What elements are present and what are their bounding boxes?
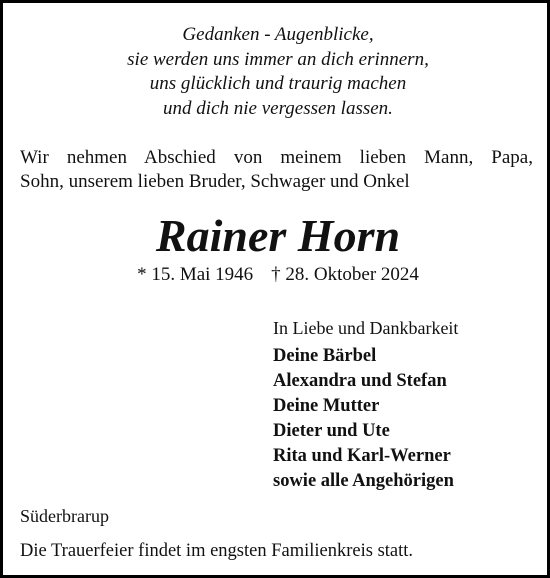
farewell-line-1: Wir nehmen Abschied von meinem lieben Mann, Papa, — [20, 147, 533, 168]
poem-line: und dich nie vergessen lassen. — [163, 97, 393, 119]
birth-date: * 15. Mai 1946 — [137, 264, 254, 285]
mourner-name: Alexandra und Stefan — [273, 371, 447, 391]
mourner-name: Deine Mutter — [273, 396, 380, 416]
closing-phrase: In Liebe und Dankbarkeit — [273, 318, 459, 338]
mourner-list — [273, 344, 454, 494]
mourner-name: Dieter und Ute — [273, 421, 390, 441]
memorial-poem — [3, 23, 550, 121]
deceased-name: Rainer Horn — [155, 210, 401, 261]
death-date: † 28. Oktober 2024 — [271, 264, 419, 285]
mourner-name: Rita und Karl-Werner — [273, 446, 451, 466]
poem-line: uns glücklich und traurig machen — [149, 73, 407, 94]
mourner-name: sowie alle Angehörigen — [273, 471, 454, 491]
farewell-text — [20, 146, 533, 194]
poem-line: Gedanken - Augenblicke, — [182, 24, 374, 45]
funeral-note: Die Trauerfeier findet im engsten Familienkreis statt. — [20, 541, 414, 561]
poem-line: sie werden uns immer an dich erinnern, — [127, 48, 429, 70]
place-name: Süderbrarup — [20, 506, 109, 526]
mourner-name: Deine Bärbel — [273, 346, 377, 366]
farewell-line-2: Sohn, unserem lieben Bruder, Schwager und Onkel — [20, 171, 410, 192]
life-dates — [3, 263, 550, 287]
